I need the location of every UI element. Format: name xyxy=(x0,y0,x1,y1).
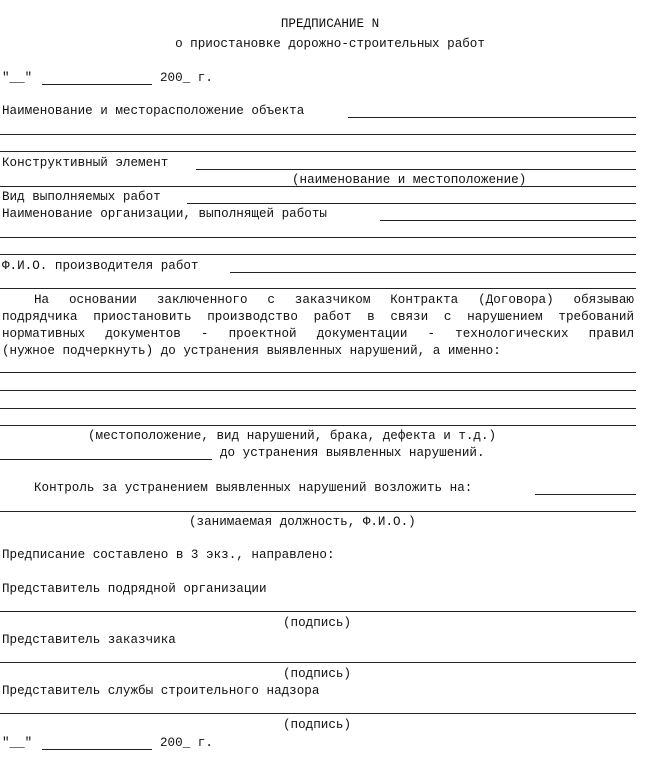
violation-line-1[interactable] xyxy=(0,372,636,373)
element-field-line[interactable] xyxy=(196,169,636,170)
date-month-line[interactable] xyxy=(42,84,152,85)
signature-line[interactable] xyxy=(0,611,636,612)
violation-line-4[interactable] xyxy=(0,425,636,426)
deadline-field-line[interactable] xyxy=(0,459,212,460)
organization-field-line-2[interactable] xyxy=(0,237,636,238)
date-year: 200_ г. xyxy=(160,736,213,750)
organization-label: Наименование организации, выполнящей работы xyxy=(2,207,327,221)
violation-line-2[interactable] xyxy=(0,390,636,391)
signature-hint: (подпись) xyxy=(283,718,352,732)
control-label: Контроль за устранением выявленных нарушений возложить на: xyxy=(34,481,473,495)
object-field-line[interactable] xyxy=(348,117,636,118)
violation-line-3[interactable] xyxy=(0,408,636,409)
signature-hint: (подпись) xyxy=(283,667,352,681)
signature-line[interactable] xyxy=(0,713,636,714)
body-line-2: подрядчика приостановить производство работ в связи с нарушением требований xyxy=(2,310,634,324)
body-line-4: (нужное подчеркнуть) до устранения выявленных нарушений, а именно: xyxy=(2,344,501,358)
element-label: Конструктивный элемент xyxy=(2,156,169,170)
control-field-line[interactable] xyxy=(535,494,636,495)
foreman-label: Ф.И.О. производителя работ xyxy=(2,259,199,273)
control-hint: (занимаемая должность, Ф.И.О.) xyxy=(189,515,416,529)
object-field-line-3[interactable] xyxy=(0,151,636,152)
element-hint: (наименование и местоположение) xyxy=(292,173,527,187)
document-subtitle: о приостановке дорожно-строительных работ xyxy=(175,37,485,51)
document-title: ПРЕДПИСАНИЕ N xyxy=(280,17,380,31)
date-month-line[interactable] xyxy=(42,749,152,750)
element-field-line-2[interactable] xyxy=(0,186,636,187)
signature-line[interactable] xyxy=(0,662,636,663)
control-field-line-2[interactable] xyxy=(0,511,636,512)
body-line-3: нормативных документов - проектной документации - технологических правил xyxy=(2,327,634,341)
object-field-line-2[interactable] xyxy=(0,134,636,135)
distribution-text: Предписание составлено в 3 экз., направлено: xyxy=(2,548,335,562)
date-year: 200_ г. xyxy=(160,71,213,85)
deadline-text: до устранения выявленных нарушений. xyxy=(220,446,485,460)
organization-field-line[interactable] xyxy=(380,220,636,221)
foreman-field-line[interactable] xyxy=(230,272,636,273)
date-day: "__" xyxy=(2,736,33,750)
date-day: "__" xyxy=(2,71,33,85)
work-type-field-line[interactable] xyxy=(187,203,636,204)
object-label: Наименование и месторасположение объекта xyxy=(2,104,305,118)
violation-hint: (местоположение, вид нарушений, брака, дефекта и т.д.) xyxy=(88,429,497,443)
signature-hint: (подпись) xyxy=(283,616,352,630)
organization-field-line-3[interactable] xyxy=(0,254,636,255)
signatory-label: Представитель подрядной организации xyxy=(2,582,267,596)
signatory-label: Представитель службы строительного надзора xyxy=(2,684,320,698)
signatory-label: Представитель заказчика xyxy=(2,633,176,647)
foreman-field-line-2[interactable] xyxy=(0,288,636,289)
body-line-1: На основании заключенного с заказчиком Контракта (Договора) обязываю xyxy=(34,293,634,307)
work-type-label: Вид выполняемых работ xyxy=(2,190,161,204)
